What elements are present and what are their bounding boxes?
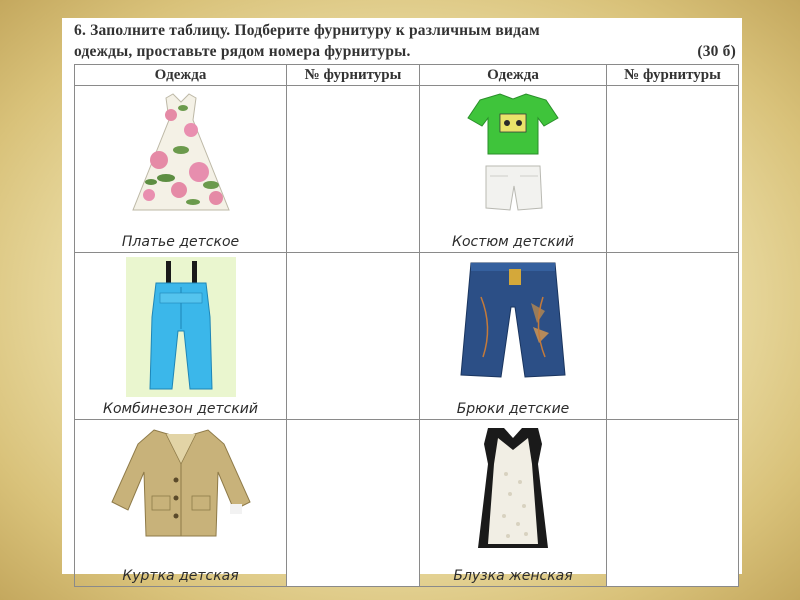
- clothing-cell: [75, 253, 287, 420]
- kids-overalls-icon: [126, 257, 236, 397]
- table-header-row: [75, 65, 739, 86]
- fittings-number-cell[interactable]: [607, 420, 739, 587]
- fittings-number-cell[interactable]: [607, 86, 739, 253]
- task-line-1: 6. Заполните таблицу. Подберите фурнитуру к различным видам: [74, 22, 540, 39]
- clothing-fittings-table: [74, 64, 739, 587]
- task-title: [74, 20, 736, 62]
- clothing-cell: [75, 86, 287, 253]
- kids-jacket-icon: [106, 424, 256, 542]
- clothing-label: Куртка детская: [122, 568, 239, 584]
- womens-blouse-icon: [468, 424, 558, 552]
- clothing-label: Платье детское: [121, 234, 240, 250]
- clothing-cell: [420, 86, 607, 253]
- table-row: [75, 86, 739, 253]
- clothing-label: Комбинезон детский: [103, 401, 258, 417]
- fittings-number-cell[interactable]: [607, 253, 739, 420]
- fittings-number-cell[interactable]: [287, 253, 420, 420]
- child-dress-icon: [121, 90, 241, 220]
- clothing-cell: [420, 420, 607, 587]
- table-row: [75, 253, 739, 420]
- header-fittings-2: № фурнитуры: [607, 65, 739, 86]
- header-fittings-1: № фурнитуры: [287, 65, 420, 86]
- clothing-label: Брюки детские: [456, 401, 570, 417]
- table-row: [75, 420, 739, 587]
- task-points: (30 б): [697, 43, 736, 60]
- header-clothing-2: Одежда: [420, 65, 607, 86]
- header-clothing-1: Одежда: [75, 65, 287, 86]
- kids-suit-icon: [458, 90, 568, 222]
- clothing-cell: [420, 253, 607, 420]
- fittings-number-cell[interactable]: [287, 86, 420, 253]
- clothing-label: Блузка женская: [453, 568, 573, 584]
- worksheet: [62, 18, 742, 584]
- clothing-cell: [75, 420, 287, 587]
- kids-jeans-icon: [453, 257, 573, 385]
- task-line-2: одежды, проставьте рядом номера фурнитуры.: [74, 43, 411, 60]
- fittings-number-cell[interactable]: [287, 420, 420, 587]
- clothing-label: Костюм детский: [452, 234, 574, 250]
